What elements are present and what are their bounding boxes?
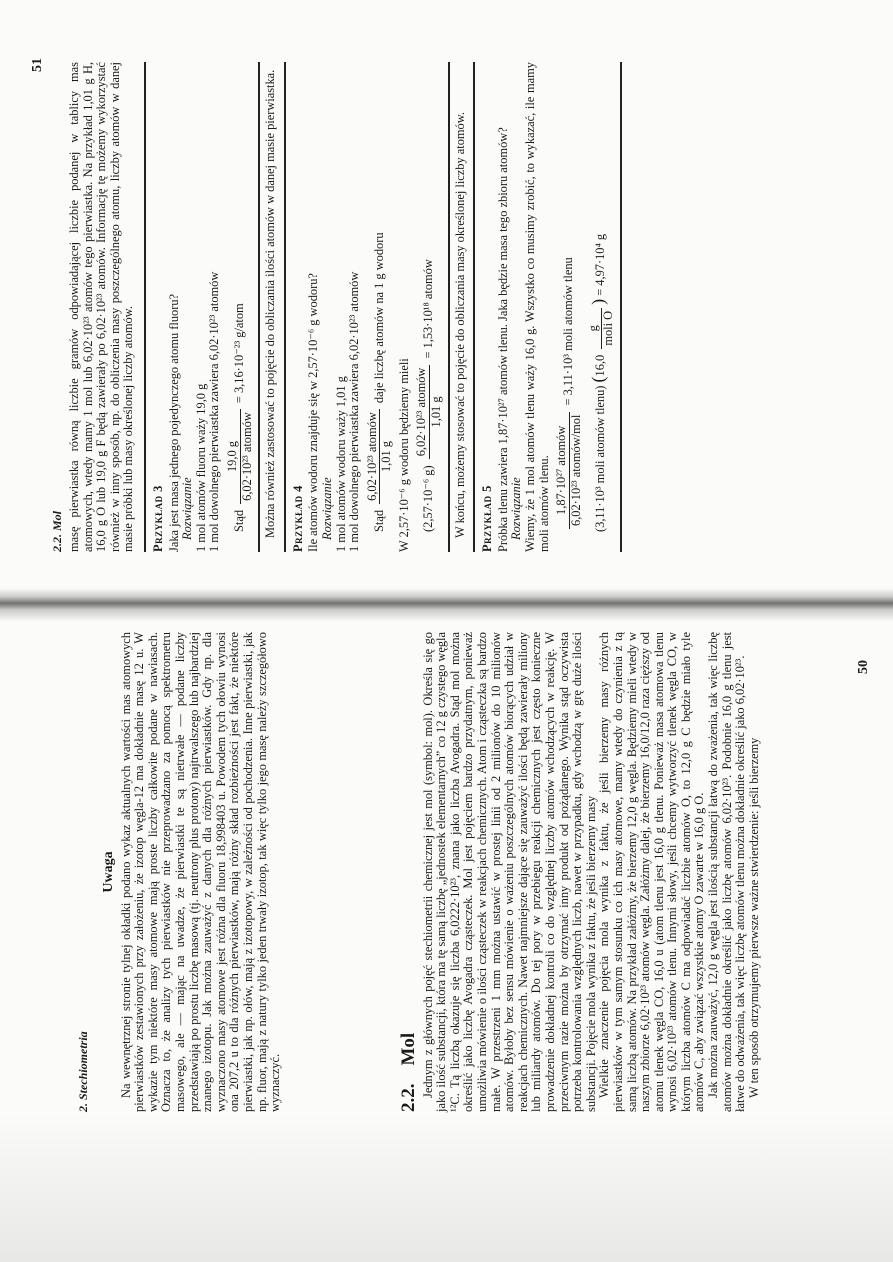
fraction xyxy=(555,412,583,529)
example-5-calculation-2: (3,11·10³ moli atomów tlenu) (16,0 g moli O ) = 4,97·10⁴ g xyxy=(586,233,615,532)
rule xyxy=(448,62,450,552)
section-paragraph: Jak można zauważyć, 12,0 g węgla jest ilością substancji łatwą do zważenia, tak więc liczbę atomów można dokładnie określić jako liczbę atomów 6,02·10²³. Podobnie 16,0 g tlenu jest łatwe do odważenia, tak więc liczbę atomów tlenu można dokładnie określić jako 6,02·10²³. xyxy=(706,632,748,1112)
fraction-denominator: 6,02·10²³ atomów/mol xyxy=(568,414,583,526)
fraction-denominator: 1,01 g xyxy=(379,441,394,473)
left-note-block xyxy=(100,632,390,1112)
calc-prefix: Stąd xyxy=(231,509,246,532)
calc-prefix: 16,0 xyxy=(593,354,608,377)
fraction-numerator: 6,02·10²³ atomów xyxy=(366,409,381,504)
left-section-block xyxy=(392,632,872,1112)
fraction-denominator: 6,02·10²³ atomów xyxy=(239,412,254,501)
section-number: 2.2. xyxy=(398,1083,419,1112)
calc-left: (2,57·10⁻⁶ g) xyxy=(421,465,436,532)
note-title: Uwaga xyxy=(101,851,116,893)
left-page-number: 50 xyxy=(856,660,871,674)
calc-result: = 3,11·10³ moli atomów tlenu xyxy=(561,257,576,406)
rule xyxy=(620,62,622,552)
calc-prefix: Stąd xyxy=(371,509,386,532)
right-page-body xyxy=(68,62,868,552)
example-4-solution-label: Rozwiązanie xyxy=(319,477,334,540)
example-3-calculation xyxy=(226,62,254,532)
fraction-numerator: 1,87·10²⁷ atomów xyxy=(555,412,570,529)
page-edge-shadow xyxy=(0,1112,893,1262)
right-end-paragraph: W końcu, możemy stosować to pojęcie do obliczania masy określonej liczby atomów. xyxy=(452,112,467,538)
example-4-line1: 1 mol atomów wodoru waży 1,01 g xyxy=(333,376,348,552)
section-heading xyxy=(398,632,419,1112)
example-3-line1: 1 mol atomów fluoru waży 19,0 g xyxy=(193,383,208,552)
example-3-label: Przykład 3 xyxy=(150,485,165,552)
rule xyxy=(144,62,146,552)
example-5-solution-label: Rozwiązanie xyxy=(509,477,524,540)
left-running-head: 2. Stechiometria xyxy=(76,1031,90,1112)
right-mid-paragraph: Można również zastosować to pojęcie do obliczania ilości atomów w danej masie pierwiastka. xyxy=(263,69,278,538)
fraction-denominator: moli O xyxy=(601,310,615,346)
note-text: Na wewnętrznej stronie tylnej okładki podano wykaz aktualnych wartości mas atomowych pierwiastków zestawionych przy założeniu, że izotop węgla-12 ma dokładnie masę 12 u. W wykazie tym niektóre masy atomowe mają proste liczby całkowite podane w nawiasach. Oznacza to, że analizy tych pierwiastków nie przeprowadzano za pomocą spektrometru masowego, ale — mając na uwadze, że pierwiastki te są nietrwałe — podane liczby przedstawiają po prostu liczbę masową (tj. neutrony plus protony) najtrwalszego lub najbardziej znanego izotopu. Jak można zauważyć z danych dla różnych pierwiastków. Gdy np. dla wyznaczono masy atomowe jest różna dla fluoru 18,998403 u. Powodem tych ołowiu wynosi ona 207,2 u to dla różnych pierwiastków, mają różny skład rozbieżności jest fakt, że niektóre pierwiastki, jak np. ołów, mają z izotopowy, w zależności od pochodzenia. Inne pierwiastki, jak np. fluor, mają z natury tylko jeden trwały izotop, tak więc tylko jego masę należy szczegółowo wyznaczyć. xyxy=(118,632,283,1112)
fraction xyxy=(415,365,443,460)
rule xyxy=(284,62,286,552)
example-4-label: Przykład 4 xyxy=(290,485,305,552)
right-intro: masę pierwiastka równą liczbie gramów odpowiadającej liczbie podanej w tablicy mas atomowych, wtedy mamy 1 mol lub 6,02·10²³ atomów tego pierwiastka. Na przykład 1,01 g H, 16,0 g O lub 19,0 g F będą zawierały po 6,02·10²³ atomów. Informację tę możemy wykorzystać również w inny sposób, np. do obliczenia masy poszczególnego atomu, liczby atomów w danej masie próbki lub masy określonej liczby atomów. xyxy=(67,62,136,552)
rule xyxy=(258,62,260,552)
example-3-solution-label: Rozwiązanie xyxy=(180,477,195,540)
fraction-numerator: 6,02·10²³ atomów xyxy=(415,365,430,460)
fraction xyxy=(366,409,394,504)
calc-left: (3,11·10³ moli atomów tlenu) xyxy=(593,385,608,532)
fraction-numerator: 19,0 g xyxy=(226,409,241,504)
section-title: Mol xyxy=(398,1032,419,1066)
example-5-text: Wiemy, że 1 mol atomów tlenu waży 16,0 g. Wszystko co musimy zrobić, to wykazać, ile mamy moli atomów tlenu. xyxy=(523,62,551,552)
calc-result: = 4,97·10⁴ g xyxy=(593,233,608,296)
example-4-line3: W 2,57·10⁻⁶ g wodoru będziemy mieli xyxy=(396,358,411,552)
section-paragraph: Wielkie znaczenie pojęcia mola wynika z faktu, że jeśli bierzemy masy różnych pierwiastków w tym samym stosunku co ich masy atomowe, mamy wtedy do czynienia z tą samą liczbą atomów. Na przykład załóżmy, że bierzemy 12,0 g węgla. Będziemy mieli wtedy w naszym zbiorze 6,02·10²³ atomów węgla. Załóżmy dalej, że bierzemy 16,0/12,0 raza cięższy od atomu tlenek węgla CO, 16,0 u (atom tlenu jest 16,0 g tlenu. Ponieważ masa atomowa tlenu wynosi 6,02·10²³ atomów tlenu. Innymi słowy, jeśli chcemy wytworzyć tlenek węgla CO, w którym liczba atomów C ma odpowiadać liczbie atomów O, to 12,0 g C będzie miało tyle atomów C, aby związać wszystkie atomy O zawarte w 16,0 g O. xyxy=(597,632,707,1112)
example-4-question: Ile atomów wodoru znajduje się w 2,57·10⁻⁶ g wodoru? xyxy=(306,273,321,552)
calc-result: = 3,16·10⁻²³ g/atom xyxy=(231,303,246,404)
fraction-denominator: 1,01 g xyxy=(429,396,444,428)
rule xyxy=(473,62,475,552)
calc-result: = 1,53·10¹⁸ atomów xyxy=(421,259,436,359)
fraction xyxy=(226,409,254,504)
example-3-question: Jaka jest masa jednego pojedynczego atomu fluoru? xyxy=(166,293,181,552)
example-3-line2: 1 mol dowolnego pierwiastka zawiera 6,02·10²³ atomów xyxy=(207,271,222,552)
example-5-calculation-1 xyxy=(555,62,583,532)
book-spine-shadow xyxy=(0,588,893,622)
right-running-head: 2.2. Mol xyxy=(50,510,64,552)
right-page-number: 51 xyxy=(30,58,45,72)
example-4-calculation-2 xyxy=(415,62,443,532)
example-5-question: Próbka tlenu zawiera 1,87·10²⁷ atomów tlenu. Jaka będzie masa tego zbioru atomów? xyxy=(495,127,510,552)
section-paragraph: Jednym z głównych pojęć stechiometrii chemicznej jest mol (symbol: mol). Określa się go jako ilość substancji, która ma tę samą liczbę „jednostek elementarnych” co 12 g czystego węgla ¹²C. Tą liczbą okazuje się liczba 6,0222·10²³, znana jako liczba Avogadra. Stąd mol można określić jako liczbę Avogadra cząsteczek. Mol jest pojęciem bardzo przydatnym, ponieważ umożliwia mówienie o ilości cząsteczek w reakcjach chemicznych. Atom i cząsteczka są bardzo małe. W przestrzeni 1 mm można ustawić w prostej linii od 2 milionów do 10 milionów atomów. Byłoby bez sensu mówienie o ważeniu poszczególnych atomów biorących udział w reakcjach chemicznych. Nawet najmniejsze dające się zauważyć ilości będą zawierały miliony lub miliardy atomów. Do tej pory w przebiegu reakcji chemicznych jest często konieczne prowadzenie dokładnej kontroli co do względnej liczby atomów wchodzących w reakcję. W przeciwnym razie można by otrzymać inny produkt od pożądanego. Wynika stąd oczywista potrzeba kontrolowania względnych liczb, nawet w przypadku, gdy wchodzą w grę duże ilości substancji. Pojęcie mola wynika z faktu, że jeśli bierzemy masy xyxy=(420,632,598,1112)
fraction xyxy=(587,308,615,349)
example-4-calculation-1 xyxy=(366,62,394,532)
example-4-line2: 1 mol dowolnego pierwiastka zawiera 6,02·10²³ atomów xyxy=(347,271,362,552)
calc-suffix: daje liczbę atomów na 1 g wodoru xyxy=(371,232,386,404)
fraction-numerator: g xyxy=(587,308,602,349)
example-5-label: Przykład 5 xyxy=(480,485,495,552)
section-paragraph: W ten sposób otrzymujemy pierwsze ważne stwierdzenie: jeśli bierzemy xyxy=(746,737,761,1098)
